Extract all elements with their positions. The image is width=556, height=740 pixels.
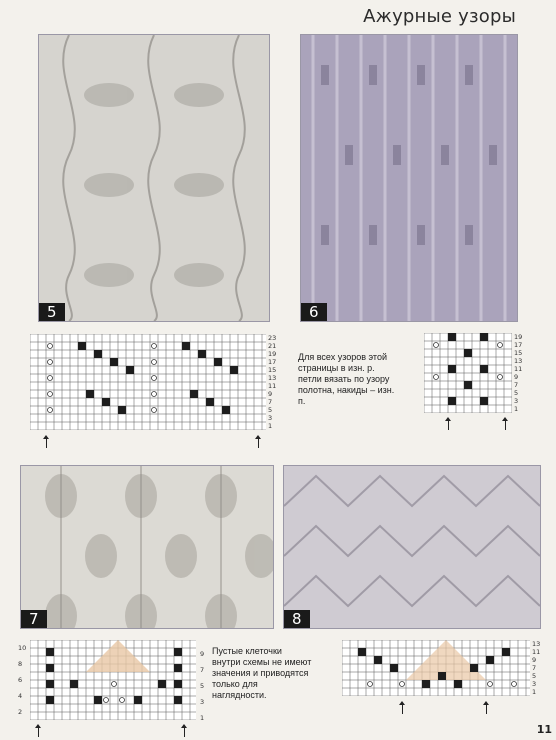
- row-label: 11: [268, 382, 277, 390]
- row-label: 6: [18, 676, 23, 684]
- row-label: 9: [200, 650, 205, 658]
- row-label: 15: [268, 366, 277, 374]
- empty-cells-note: Пустые клеточки внутри схемы не имеют значения и приводятся только для наглядности.: [212, 646, 312, 700]
- row-label: 7: [268, 398, 273, 406]
- row-label: 4: [18, 692, 23, 700]
- row-label: 10: [18, 644, 27, 652]
- row-label: 1: [532, 688, 537, 696]
- swatch-7-texture: [21, 466, 273, 628]
- row-label: 8: [18, 660, 23, 668]
- row-label: 9: [514, 373, 519, 381]
- chart-6-grid: [424, 333, 512, 413]
- row-label: 5: [532, 672, 537, 680]
- chart-5-row-labels: [268, 334, 282, 430]
- chart-6-diagram: [424, 333, 512, 413]
- row-label: 11: [532, 648, 541, 656]
- row-label: 13: [514, 357, 523, 365]
- row-label: 21: [268, 342, 277, 350]
- row-label: 7: [200, 666, 205, 674]
- row-label: 11: [514, 365, 523, 373]
- chart-7-left-labels: [18, 640, 28, 720]
- row-label: 1: [200, 714, 205, 722]
- row-label: 9: [268, 390, 273, 398]
- row-label: 1: [268, 422, 273, 430]
- swatch-6-photo: [300, 34, 518, 322]
- row-label: 2: [18, 708, 23, 716]
- row-label: 5: [514, 389, 519, 397]
- purl-rows-note: Для всех узоров этой страницы в изн. р. петли вязать по узору полотна, накиды – изн. п.: [298, 352, 395, 406]
- page-number: 11: [536, 723, 552, 736]
- row-label: 23: [268, 334, 277, 342]
- chart-6-row-labels: [514, 333, 528, 413]
- chart-7-grid: [30, 640, 196, 720]
- swatch-number: 7: [21, 610, 47, 628]
- row-label: 3: [268, 414, 273, 422]
- row-label: 5: [268, 406, 273, 414]
- row-label: 17: [514, 341, 523, 349]
- chart-5-grid: [30, 334, 266, 430]
- page-title: Ажурные узоры: [363, 6, 516, 27]
- swatch-5-photo: [38, 34, 270, 322]
- swatch-7-photo: [20, 465, 274, 629]
- row-label: 13: [532, 640, 541, 648]
- swatch-8-photo: [283, 465, 541, 629]
- row-label: 15: [514, 349, 523, 357]
- row-label: 7: [514, 381, 519, 389]
- row-label: 1: [514, 405, 519, 413]
- swatch-number: 6: [301, 303, 327, 321]
- swatch-8-texture: [284, 466, 540, 628]
- chart-8-row-labels: [532, 640, 546, 696]
- row-label: 3: [514, 397, 519, 405]
- chart-8-grid: [342, 640, 530, 696]
- row-label: 3: [532, 680, 537, 688]
- chart-5-diagram: [30, 334, 266, 430]
- row-label: 9: [532, 656, 537, 664]
- row-label: 7: [532, 664, 537, 672]
- row-label: 3: [200, 698, 205, 706]
- swatch-number: 5: [39, 303, 65, 321]
- swatch-number: 8: [284, 610, 310, 628]
- chart-7-diagram: [30, 640, 196, 720]
- swatch-5-texture: [39, 35, 269, 321]
- row-label: 19: [514, 333, 523, 341]
- chart-8-diagram: [342, 640, 530, 696]
- row-label: 5: [200, 682, 205, 690]
- chart-7-right-labels: [200, 646, 210, 726]
- row-label: 19: [268, 350, 277, 358]
- swatch-6-texture: [301, 35, 517, 321]
- row-label: 13: [268, 374, 277, 382]
- row-label: 17: [268, 358, 277, 366]
